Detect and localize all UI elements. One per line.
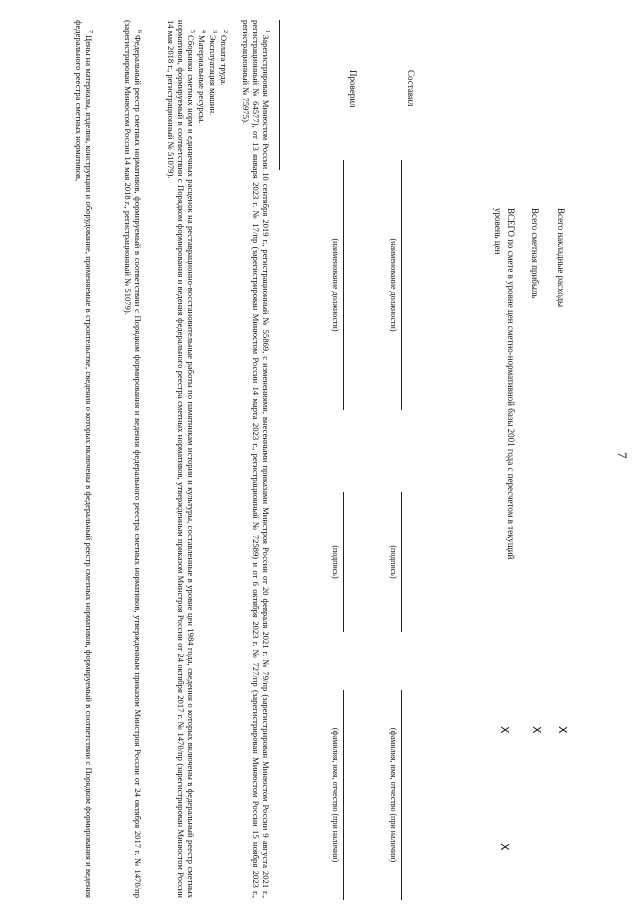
footnote-4-text: Материальные ресурсы. — [197, 35, 207, 124]
footnote-1 — [240, 20, 272, 898]
footnote-3 — [208, 20, 219, 898]
footnote-6 — [123, 20, 144, 898]
checked-name-line — [343, 690, 344, 900]
footnote-1-mark: 1 — [264, 30, 270, 33]
compiled-label: Составил — [406, 70, 416, 107]
footnote-7 — [74, 20, 95, 898]
footnote-1-text: Зарегистрирован Минюстом России 10 сентября 2019 г., регистрационный № 55869, с изменениями, внесенными приказами Минстроя России от 20 февраля 2021 г. № 79/пр (зарегистрирован Минюстом России 9 августа 2021 г., регистрационный № 64577), от 13 января 2023 г. № 17/пр (зарегистрирован Минюстом России 14 марта 2023 г., регистрационный № 72589) и от 6 октября 2023 г. № 727/пр (зарегистрирован Минюстом России 15 ноября 2023 г., регистрационный № 75975). — [240, 20, 271, 898]
footnote-2-mark: 2 — [222, 30, 228, 33]
total-label-line1: ВСЕГО по смете в уровне цен сметно-нормативной базы 2001 года с пересчетом в текущий — [506, 208, 516, 560]
compiled-name-caption: (фамилия, имя, отчество (при наличии) — [389, 727, 398, 863]
footnote-5 — [165, 20, 197, 898]
footnote-4-mark: 4 — [200, 30, 206, 33]
checked-position-caption: (наименование должности) — [331, 238, 340, 332]
compiled-name-line — [401, 690, 402, 900]
footnote-3-text: Эксплуатация машин. — [208, 35, 218, 116]
checked-label: Проверил — [348, 70, 358, 108]
overhead-value: X — [556, 726, 569, 734]
page-number: 7 — [615, 452, 630, 459]
footnote-2 — [219, 20, 230, 898]
footnote-3-mark: 3 — [211, 30, 217, 33]
profit-label: Всего сметная прибыль — [530, 208, 540, 299]
total-label-line2: уровень цен — [493, 208, 503, 255]
compiled-position-line — [401, 160, 402, 410]
footnote-5-mark: 5 — [189, 30, 195, 33]
compiled-position-caption: (наименование должности) — [389, 238, 398, 332]
footnote-6-mark: 6 — [136, 30, 142, 33]
checked-position-line — [343, 160, 344, 410]
footnote-4 — [197, 20, 208, 898]
total-value-2: X — [498, 843, 511, 851]
footnote-separator — [279, 20, 280, 170]
total-value-1: X — [498, 726, 511, 734]
checked-signature-caption: (подпись) — [331, 545, 340, 579]
checked-signature-line — [343, 492, 344, 632]
footnote-5-text: Сборники сметных норм и единичных расценок на реставрационно-восстановительные работы по памятникам истории и культуры, составленные в уровне цен 1984 года, сведения о которых включены в федеральный реестр сметных нормативов, формируемый в соответствии с Порядком формирования и ведения федерального реестра сметных нормативов, утвержденным приказом Минстроя России от 24 октября 2017 г. № 1470/пр (зарегистрирован Минюстом России 14 мая 2018 г., регистрационный № 51079). — [165, 20, 196, 898]
profit-value: X — [530, 726, 543, 734]
compiled-signature-caption: (подпись) — [389, 545, 398, 579]
overhead-label: Всего накладные расходы — [556, 208, 566, 308]
checked-name-caption: (фамилия, имя, отчество (при наличии) — [331, 727, 340, 863]
footnote-2-text: Оплата труда. — [219, 35, 229, 86]
compiled-signature-line — [401, 492, 402, 632]
footnote-6-text: Федеральный реестр сметных нормативов, формируемый в соответствии с Порядком формирования и ведения федерального реестра сметных нормативов, утвержденным приказом Минстроя России от 24 октября 2017 г. № 1470/пр (зарегистрирован Минюстом России 14 мая 2018 г., регистрационный № 51079). — [122, 20, 143, 898]
footnote-7-mark: 7 — [87, 30, 93, 33]
footnote-7-text: Цены на материалы, изделия, конструкции и оборудование, применяемые в строительстве, сведения о которых включены в федеральный реестр сметных нормативов, формируемый в соответствии с Порядком формирования и ведения федерального реестра сметных нормативов, — [73, 20, 94, 898]
